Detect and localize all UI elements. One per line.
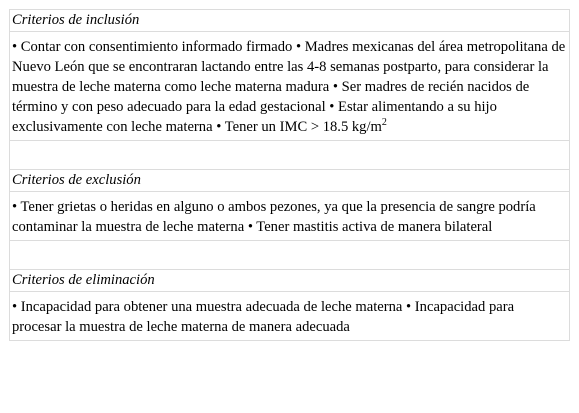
exclusion-heading-row: [10, 170, 570, 192]
inclusion-body: • Contar con consentimiento informado firmado • Madres mexicanas del área metropolitana de Nuevo León que se encontraran lactando entre las 4-8 semanas postparto, para considerar la muestra de leche materna como leche materna madura • Ser madres de recién nacidos de término y con peso adecuado para la edad gestacional • Estar alimentando a su hijo exclusivamente con leche materna • Tener un IMC > 18.5 kg/m: [12, 39, 566, 135]
inclusion-body-cell: [10, 32, 570, 141]
elimination-body-row: [10, 292, 570, 341]
blank-row: [10, 241, 570, 270]
elimination-heading-row: [10, 270, 570, 292]
elimination-heading: Criterios de eliminación: [10, 270, 570, 292]
inclusion-body-row: [10, 32, 570, 141]
criteria-table: [9, 9, 570, 341]
elimination-body: • Incapacidad para obtener una muestra adecuada de leche materna • Incapacidad para procesar la muestra de leche materna de manera adecuada: [10, 292, 570, 341]
blank-cell: [10, 141, 570, 170]
inclusion-heading: Criterios de inclusión: [10, 10, 570, 32]
inclusion-superscript: 2: [381, 117, 387, 129]
blank-row: [10, 141, 570, 170]
exclusion-body: • Tener grietas o heridas en alguno o ambos pezones, ya que la presencia de sangre podría contaminar la muestra de leche materna • Tener mastitis activa de manera bilateral: [10, 192, 570, 241]
inclusion-heading-row: [10, 10, 570, 32]
exclusion-heading: Criterios de exclusión: [10, 170, 570, 192]
blank-cell: [10, 241, 570, 270]
exclusion-body-row: [10, 192, 570, 241]
